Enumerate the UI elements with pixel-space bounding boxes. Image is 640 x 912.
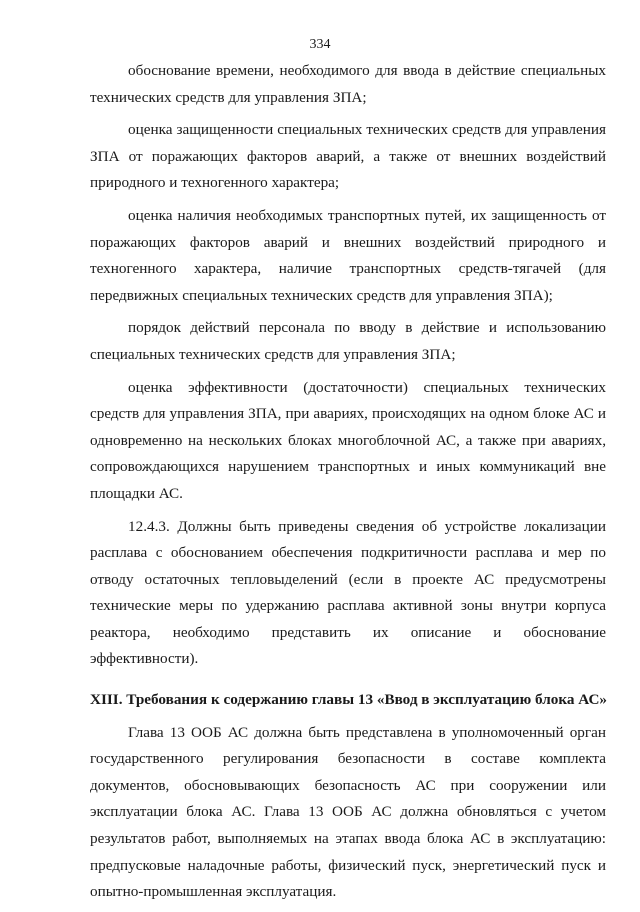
page-number: 334 <box>309 37 331 52</box>
paragraph-chapter-13: Глава 13 ООБ АС должна быть представлена в уполномоченный орган государственного регулирования безопасности в составе комплекта документов, обосновывающих безопасность АС при сооружении или эксплуатации блока АС. Глава 13 ООБ АС должна обновляться с учетом результатов работ, выполняемых на этапах ввода блока АС в эксплуатацию: предпусковые наладочные работы, физический пуск, энергетический пуск и опытно-промышленная эксплуатация. <box>90 723 606 901</box>
page-content <box>90 58 606 912</box>
paragraph-effectiveness-assessment: оценка эффективности (достаточности) специальных технических средств для управления ЗПА, при авариях, происходящих на одном блоке АС и одновременно на нескольких блоках многоблочной АС, а также при авариях, сопровождающихся нарушением транспортных и иных коммуникаций вне площадки АС. <box>90 378 606 502</box>
paragraph-time-justification: обоснование времени, необходимого для ввода в действие специальных технических средств для управления ЗПА; <box>90 62 606 106</box>
paragraph-transport-assessment: оценка наличия необходимых транспортных путей, их защищенность от поражающих факторов аварий и внешних воздействий природного и техногенного характера, наличие транспортных средств-тягачей (для передвижных специальных технических средств для управления ЗПА); <box>90 206 606 304</box>
section-heading-xiii: XIII. Требования к содержанию главы 13 «Ввод в эксплуатацию блока АС» <box>90 691 608 709</box>
paragraph-protection-assessment: оценка защищенности специальных технических средств для управления ЗПА от поражающих факторов аварий, а также от внешних воздействий природного и техногенного характера; <box>90 121 606 192</box>
paragraph-12-4-3: 12.4.3. Должны быть приведены сведения об устройстве локализации расплава с обоснованием обеспечения подкритичности расплава и мер по отводу остаточных тепловыделений (если в проекте АС предусмотрены технические меры по удержанию расплава активной зоны внутри корпуса реактора, необходимо представить их описание и обоснование эффективности). <box>90 517 606 668</box>
paragraph-personnel-procedure: порядок действий персонала по вводу в действие и использованию специальных технических средств для управления ЗПА; <box>90 319 606 363</box>
